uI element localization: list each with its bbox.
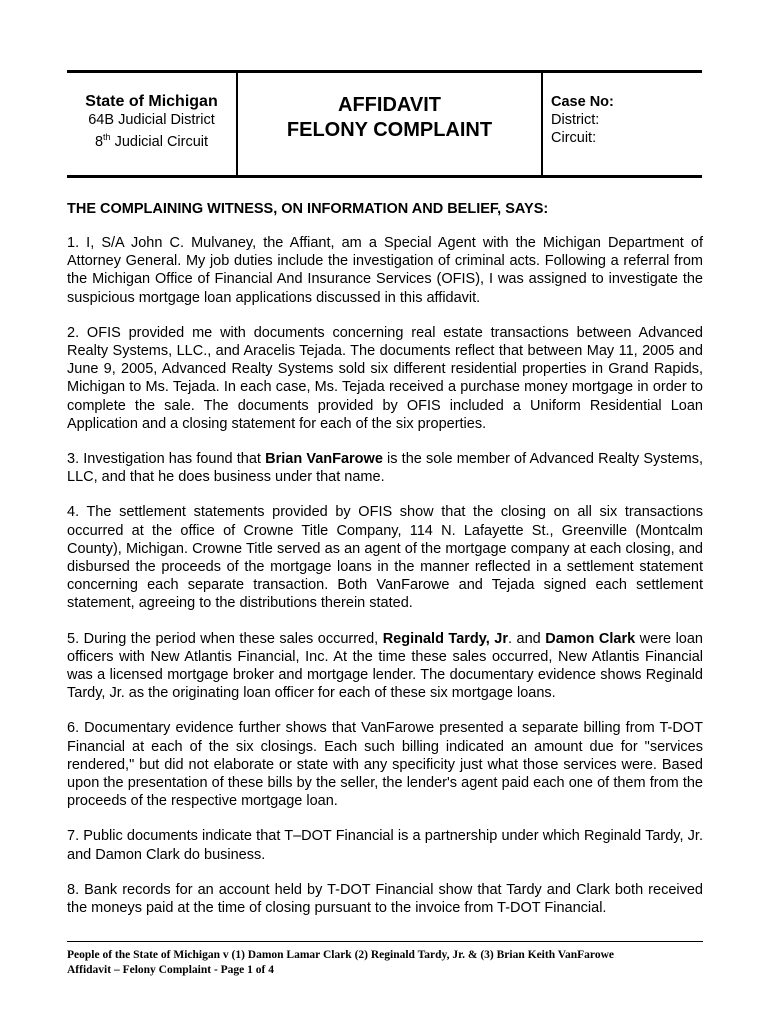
defendant-name: Damon Clark xyxy=(545,630,636,647)
caption-box xyxy=(67,70,702,178)
paragraph-6: 6. Documentary evidence further shows that VanFarowe presented a separate billing from T-DOT Financial at each of the six closings. Each such billing indicated an amount due for "services rendered," but did not elaborate or state with any specificity just what those services were. Based upon the presentation of these bills by the seller, the lender's agent paid each one of them from the proceeds of the respective mortgage loan. xyxy=(67,720,703,810)
paragraph-2: 2. OFIS provided me with documents concerning real estate transactions between Advanced Realty Systems, LLC., and Aracelis Tejada. The documents reflect that between May 11, 2005 and June 9, 2005, Advanced Realty Systems sold six different residential properties in Grand Rapids, Michigan to Ms. Tejada. In each case, Ms. Tejada received a purchase money mortgage in order to complete the sale. The documents provided by OFIS included a Uniform Residential Loan Application and a closing statement for each of the six properties. xyxy=(67,324,703,432)
paragraph-3: 3. Investigation has found that Brian VanFarowe is the sole member of Advanced Realty Systems, LLC, and that he does business under that name. xyxy=(67,451,703,486)
defendant-name: Reginald Tardy, Jr xyxy=(382,630,508,647)
affidavit-body xyxy=(67,200,703,934)
district-label: District: xyxy=(551,112,600,128)
paragraph-7: 7. Public documents indicate that T–DOT Financial is a partnership under which Reginald Tardy, Jr. and Damon Clark do business. xyxy=(67,828,703,863)
divider xyxy=(541,73,543,175)
district-name: 64B Judicial District xyxy=(88,112,215,128)
court-info xyxy=(67,93,236,151)
title-line-2: FELONY COMPLAINT xyxy=(286,119,493,141)
complaint-heading: THE COMPLAINING WITNESS, ON INFORMATION AND BELIEF, SAYS: xyxy=(67,201,549,217)
paragraph-4: 4. The settlement statements provided by OFIS show that the closing on all six transactions occurred at the office of Crowne Title Company, 114 N. Lafayette St., Greenville (Montcalm County), Michigan. Crowne Title served as an agent of the mortgage company at each closing, and disbursed the proceeds of the mortgage loans in the manner reflected in a settlement statement concerning each separate transaction. Both VanFarowe and Tejada signed each settlement statement, agreeing to the distributions therein stated. xyxy=(67,504,703,612)
paragraph-8: 8. Bank records for an account held by T-DOT Financial show that Tardy and Clark both received the moneys paid at the time of closing pursuant to the invoice from T-DOT Financial. xyxy=(67,881,703,917)
case-info xyxy=(551,93,614,147)
page-footer xyxy=(67,941,703,978)
paragraph-1: 1. I, S/A John C. Mulvaney, the Affiant, am a Special Agent with the Michigan Department of Attorney General. My job duties include the investigation of criminal acts. Following a referral from the Michigan Office of Financial And Insurance Services (OFIS), I was assigned to investigate the suspicious mortgage loan applications discussed in this affidavit. xyxy=(67,235,703,306)
defendant-name: Brian VanFarowe xyxy=(265,451,383,468)
state-name: State of Michigan xyxy=(85,93,218,110)
circuit-name: 8th Judicial Circuit xyxy=(94,132,209,150)
footer-case-caption: People of the State of Michigan v (1) Damon Lamar Clark (2) Reginald Tardy, Jr. & (3) Brian Keith VanFarowe xyxy=(67,949,614,961)
document-title xyxy=(238,93,541,143)
footer-page-number: Affidavit – Felony Complaint - Page 1 of 4 xyxy=(67,964,274,976)
circuit-label: Circuit: xyxy=(551,130,597,146)
title-line-1: AFFIDAVIT xyxy=(338,94,441,116)
case-no-label: Case No: xyxy=(551,94,614,110)
paragraph-5: 5. During the period when these sales occurred, Reginald Tardy, Jr. and Damon Clark were loan officers with New Atlantis Financial, Inc. At the time these sales occurred, New Atlantis Financial was a licensed mortgage broker and mortgage lender. The documentary evidence shows Reginald Tardy, Jr. as the originating loan officer for each of these six mortgage loans. xyxy=(67,630,703,702)
